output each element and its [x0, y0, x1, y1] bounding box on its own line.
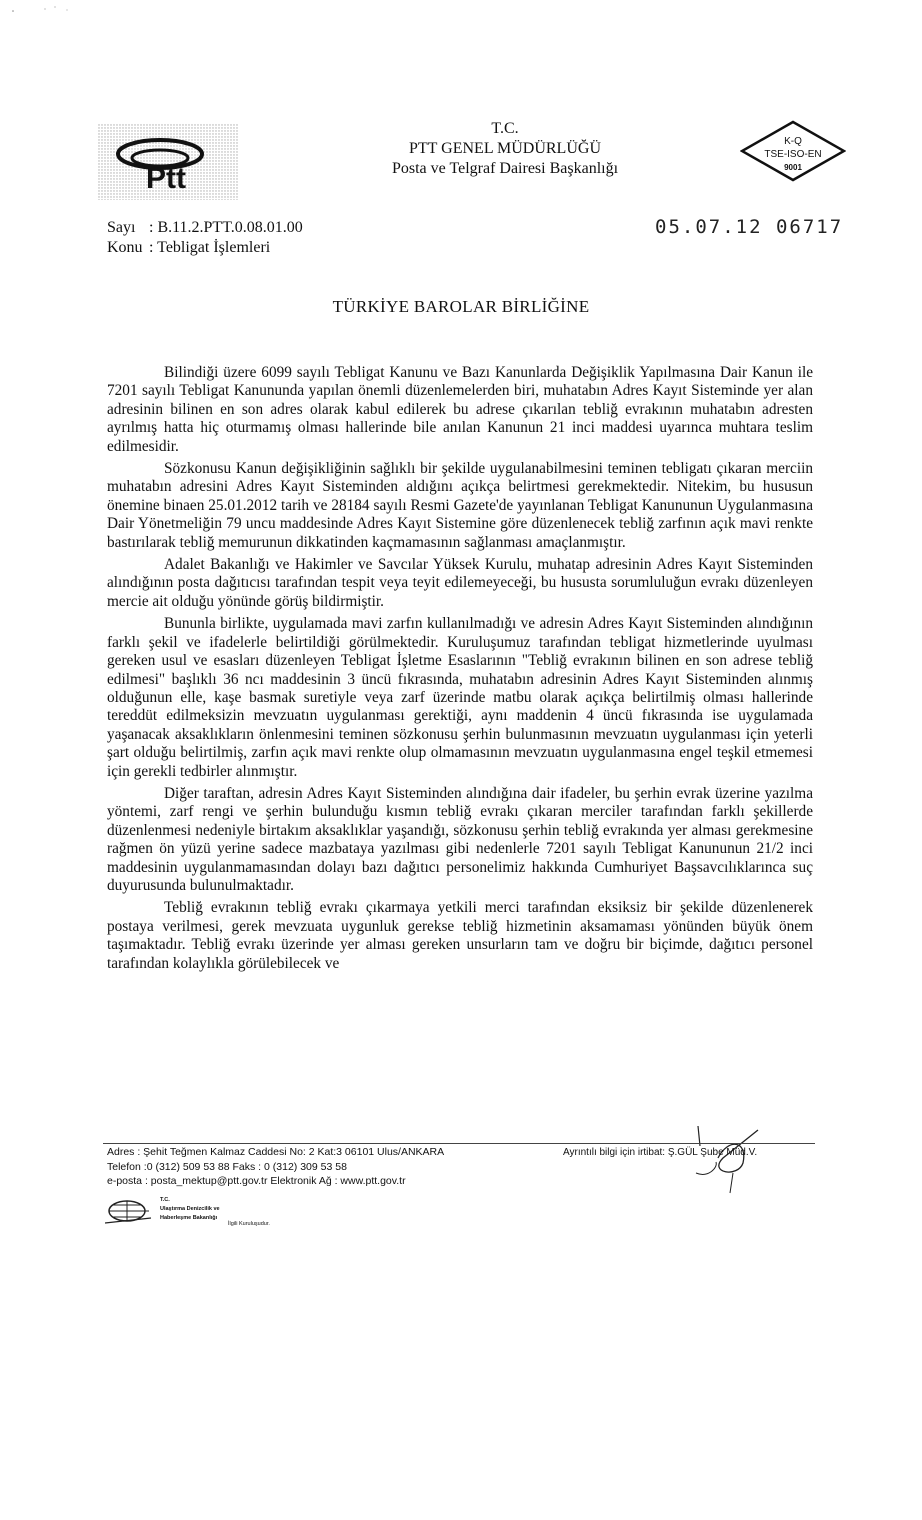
footer-phone: Telefon :0 (312) 509 53 88 Faks : 0 (312) 309 53 58 — [107, 1160, 347, 1173]
letterhead — [330, 119, 680, 179]
paragraph: Bununla birlikte, uygulamada mavi zarfın kullanılmadığı ve adresin Adres Kayıt Sisteminden alındığının farklı şekil ve ifadelerle belirtildiği görülmektedir. Kuruluşumuz tarafından tebligat hizmetlerinde uyulması gereken usul ve esasları düzenleyen Tebligat İşletme Esaslarının "Tebliğ evrakının bilinen en son adrese tebliğ edilmesi" başlıklı 36 ncı maddesinin 3 üncü fıkrasında, muhatabın adresinin Adres Kayıt Sisteminden alınmış olduğunun elle, kaşe basmak suretiyle veya zarf üzerinde matbu olarak açıkça belirtilmiş olması hallerinde tereddüt edilmeksizin mevzuatın uygulanması gerektiği, aynı maddenin 4 üncü fıkrasında ise uygulamada yaşanacak aksaklıkların önlenmesini teminen sözkonusu şerhin bulunmasının mevzuatın uygulanması için yeterli şart olduğu belirtilmiş, zarfın açık mavi renkte olup olmamasının mevzuatın uygulanmasına engel teşkil etmemesi için gerekli tedbirler alınmıştır. — [107, 615, 813, 780]
paragraph: Diğer taraftan, adresin Adres Kayıt Sisteminden alındığına dair ifadeler, bu şerhin evrak üzerine yazılma yöntemi, zarf rengi ve şerhin bulunduğu kısmın tebliğ evrakı çıkaran merciler tarafından farklı şekillerde düzenlenmesi nedeniyle birtakım aksaklıklar yaşandığı, sözkonusu şerhin tebliğ evrakında yer alması gerekmesine rağmen ön yüzü yerine sadece mazbataya yazılması gibi nedenlerle 7201 sayılı Tebligat Kanununun 21/2 inci maddesinin uygulanmamasından dolayı bazı dağıtıcı personelimiz hakkında Cumhuriyet Başsavcılıklarınca suç duyurusunda bulunulmaktadır. — [107, 784, 813, 894]
konu-label: Konu — [107, 239, 143, 256]
svg-text:9001: 9001 — [784, 163, 802, 172]
document-meta — [107, 218, 303, 258]
sayi-label: Sayı — [107, 219, 136, 236]
sayi-value: : B.11.2.PTT.0.08.01.00 — [149, 219, 303, 236]
paragraph: Sözkonusu Kanun değişikliğinin sağlıklı bir şekilde uygulanabilmesini teminen tebligatı çıkaran merciin muhatabın adresini Adres Kayıt Sisteminden aldığını açıkça belirtmesi gerekmektedir. Nitekim, bu hususun önemine binaen 25.01.2012 tarih ve 28184 sayılı Resmi Gazete'de yayınlanan Tebligat Kanununun Uygulanmasına Dair Yönetmeliğin 79 uncu maddesinde Adres Kayıt Sistemine göre düzenlenecek tebliğ zarfının açık mavi renkte bastırılarak tebliğ memurunun dikkatinden kaçmamasının sağlanması amaçlanmıştır. — [107, 460, 813, 551]
paragraph: Bilindiği üzere 6099 sayılı Tebligat Kanunu ve Bazı Kanunlarda Değişiklik Yapılmasına Dair Kanun ile 7201 sayılı Tebligat Kanununda yapılan önemli düzenlemelerden biri, muhatabın Adres Kayıt Sisteminde yer alan adresinin bilinen en son adres olarak kabul edilerek bu adrese çıkarılan tebliğ evrakının muhatabın adresten ayrılmış hatta hiç oturmamış olması hallerinde bile anılan Kanunun 21 inci maddesi uyarınca muhtara teslim edilmesidir. — [107, 364, 813, 455]
footer-contact — [107, 1145, 444, 1189]
scan-speck — [5, 3, 105, 17]
handwritten-initials — [688, 1118, 768, 1208]
date-number-stamp: 05.07.12 06717 — [655, 216, 844, 238]
letterhead-line-3: Posta ve Telgraf Dairesi Başkanlığı — [391, 160, 619, 177]
ministry-affiliation: İlgili Kuruluşudur. — [228, 1221, 270, 1227]
paragraph: Adalet Bakanlığı ve Hakimler ve Savcılar Yüksek Kurulu, muhatap adresinin Adres Kayıt Sisteminden alındığının posta dağıtıcısı tarafından tespit veya teyit edilemeyeceği, bu hususta sorumluluğun evrakı düzenleyen mercie ait olduğu yönünde görüş bildirmiştir. — [107, 556, 813, 610]
svg-text:TSE-ISO-EN: TSE-ISO-EN — [764, 149, 822, 160]
ministry-logo — [105, 1196, 153, 1226]
certification-badge — [740, 120, 846, 182]
addressee: TÜRKİYE BAROLAR BİRLİĞİNE — [332, 297, 590, 316]
ministry-text: T.C. Ulaştırma Denizcilik ve Haberleşme Bakanlığı — [160, 1197, 220, 1221]
logo-text: Ptt — [146, 162, 186, 195]
letterhead-line-1: T.C. — [491, 120, 519, 137]
footer-address: Adres : Şehit Teğmen Kalmaz Caddesi No: 2 Kat:3 06101 Ulus/ANKARA — [107, 1146, 445, 1158]
letterhead-line-2: PTT GENEL MÜDÜRLÜĞÜ — [409, 140, 601, 157]
ptt-logo — [98, 124, 238, 200]
letter-body — [107, 364, 813, 977]
footer-divider — [103, 1143, 815, 1144]
paragraph: Tebliğ evrakının tebliğ evrakı çıkarmaya yetkili merci tarafından eksiksiz bir şekilde düzenlenerek postaya verilmesi, gerek mevzuata uygunluk gerekse tebliğ hizmetinin aksamaması yönünden büyük önem taşımaktadır. Tebliğ evrakı üzerinde yer alması gereken unsurların tam ve doğru bir biçimde, dağıtıcı personel tarafından kolaylıkla görülebilecek ve — [107, 899, 813, 972]
footer-email: e-posta : posta_mektup@ptt.gov.tr Elektronik Ağ : www.ptt.gov.tr — [107, 1175, 406, 1187]
footer-contact-person: Ayrıntılı bilgi için irtibat: Ş.GÜL Şube Müd.V. — [563, 1147, 758, 1158]
svg-text:K-Q: K-Q — [784, 136, 802, 147]
konu-value: : Tebligat İşlemleri — [149, 239, 271, 256]
